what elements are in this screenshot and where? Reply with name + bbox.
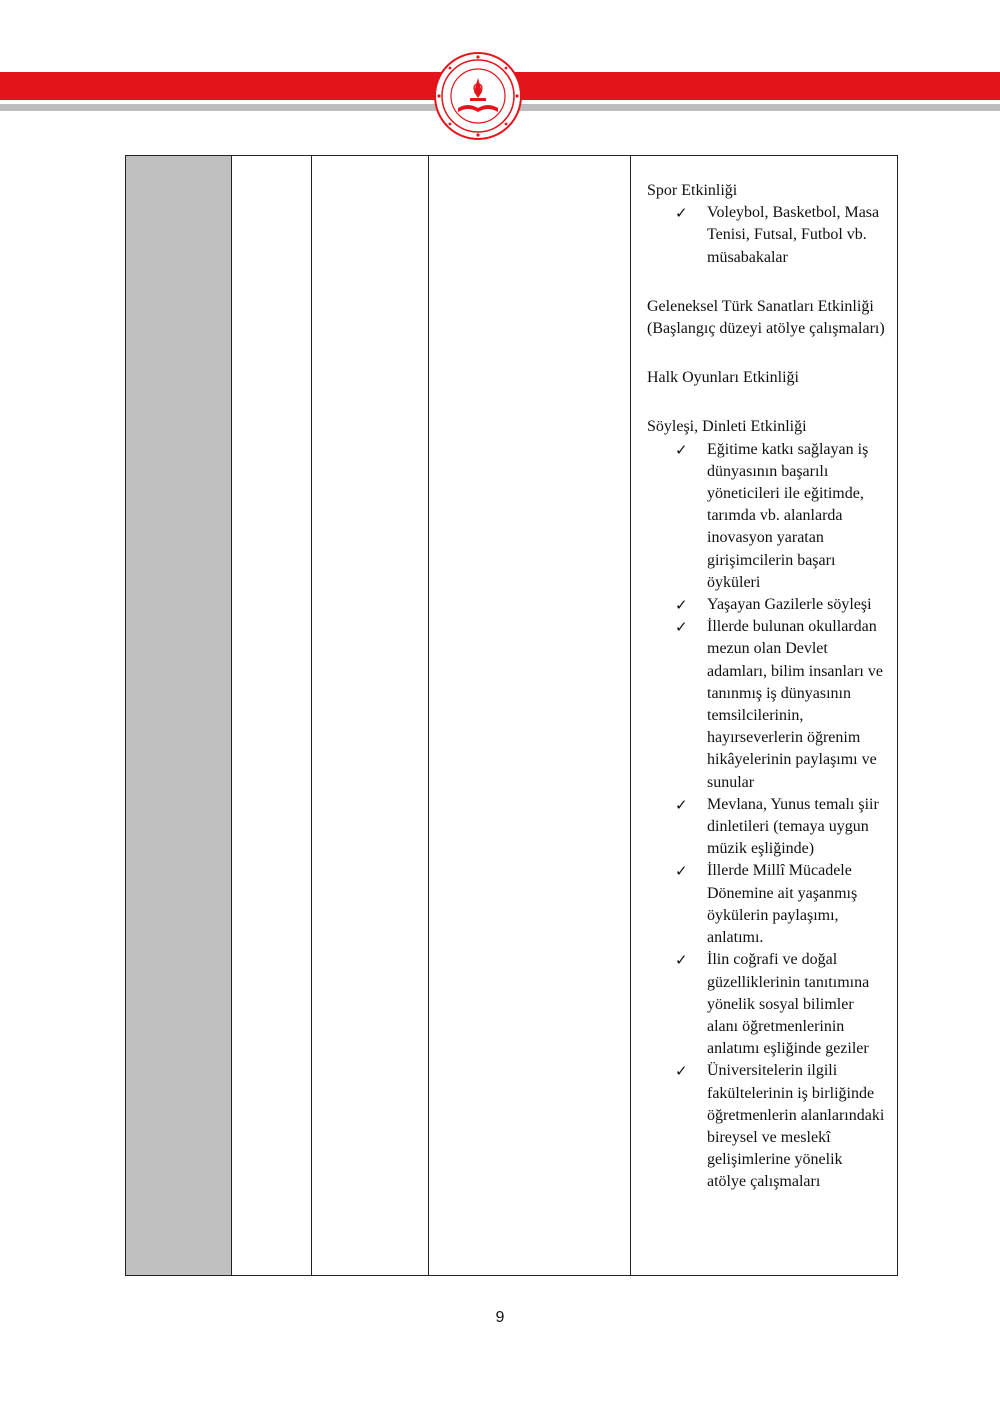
section-subtext: (Başlangıç düzeyi atölye çalışmaları) <box>647 320 885 338</box>
checkmark-icon: ✓ <box>675 440 688 459</box>
activity-table <box>125 155 898 1276</box>
list-item: ✓ Voleybol, Basketbol, Masa Tenisi, Futsal, Futbol vb. müsabakalar <box>675 204 880 266</box>
checkmark-icon: ✓ <box>675 951 688 970</box>
section-heading: Halk Oyunları Etkinliği <box>647 369 799 387</box>
list-item: ✓ Yaşayan Gazilerle söyleşi <box>647 594 885 616</box>
checkmark-icon: ✓ <box>675 596 688 615</box>
section-heading: Söyleşi, Dinleti Etkinliği <box>647 418 807 436</box>
section-heading: Spor Etkinliği <box>647 182 738 199</box>
table-column-2 <box>232 156 312 1275</box>
section-traditional-arts <box>647 296 885 340</box>
table-column-3 <box>312 156 429 1275</box>
section-heading: Geleneksel Türk Sanatları Etkinliği <box>647 297 874 315</box>
checkmark-icon: ✓ <box>675 204 688 223</box>
section-sport <box>647 180 885 269</box>
check-list <box>647 439 885 1194</box>
section-folk-dance <box>647 367 885 389</box>
list-item: ✓ İlin coğrafi ve doğal güzelliklerinin tanıtımına yönelik sosyal bilimler alanı öğretmenlerinin anlatımı eşliğinde geziler <box>675 951 870 1058</box>
checkmark-icon: ✓ <box>675 862 688 881</box>
ministry-seal-icon <box>434 52 522 140</box>
list-item: ✓ Mevlana, Yunus temalı şiir dinletileri (temaya uygun müzik eşliğinde) <box>675 795 879 858</box>
section-talks <box>647 416 885 1193</box>
list-item: ✓ Üniversitelerin ilgili fakültelerinin iş birliğinde öğretmenlerin alanlarındaki bireysel ve meslekî gelişimlerine yönelik atölye çalışmaları <box>675 1062 885 1191</box>
list-item: ✓ Eğitime katkı sağlayan iş dünyasının başarılı yöneticileri ile eğitimde, tarımda vb. alanlarda inovasyon yaratan girişimcilerin başarı öyküleri <box>675 440 869 591</box>
table-column-shaded <box>126 156 232 1275</box>
checkmark-icon: ✓ <box>675 618 688 637</box>
list-item: ✓ İllerde bulunan okullardan mezun olan Devlet adamları, bilim insanları ve tanınmış iş dünyasının temsilcilerinin, hayırseverlerin öğrenim hikâyelerinin paylaşımı ve sunular <box>675 618 883 791</box>
check-list <box>647 202 885 269</box>
page-number: 9 <box>495 1309 505 1326</box>
table-column-4 <box>429 156 631 1275</box>
checkmark-icon: ✓ <box>675 795 688 814</box>
table-column-activities <box>631 156 897 1275</box>
checkmark-icon: ✓ <box>675 1062 688 1081</box>
list-item: ✓ İllerde Millî Mücadele Dönemine ait yaşanmış öykülerin paylaşımı, anlatımı. <box>675 862 858 947</box>
